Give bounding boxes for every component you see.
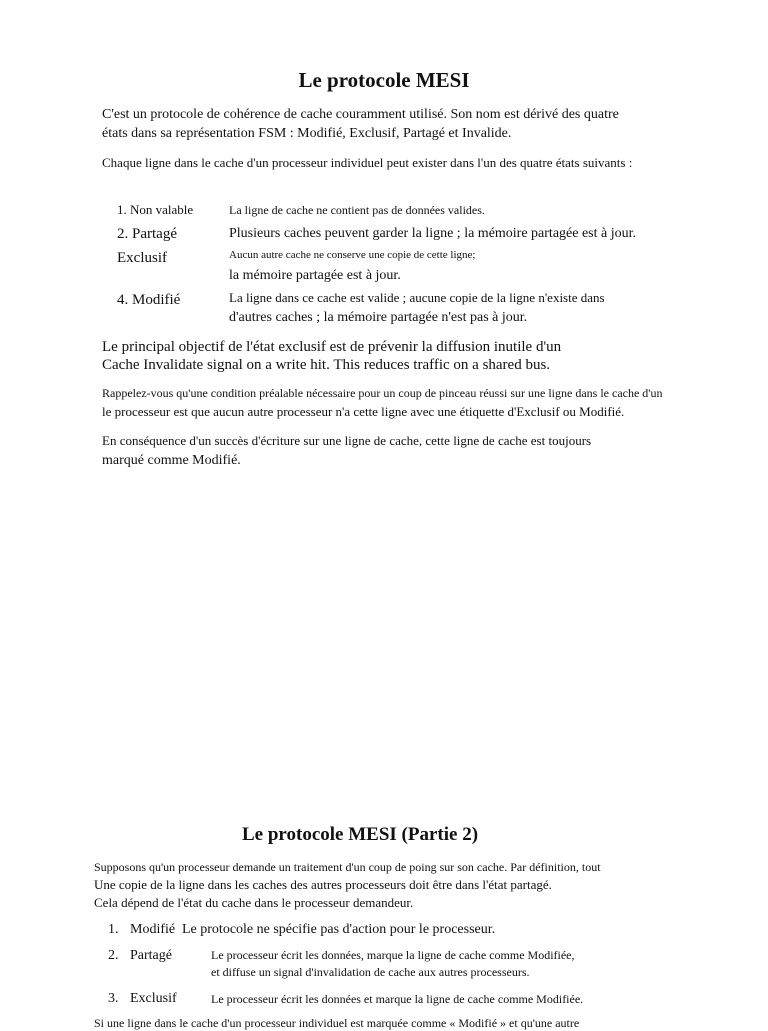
item-label-modified: Modifié (130, 922, 176, 937)
section-title: Le protocole MESI (Partie 2) (242, 824, 479, 845)
cutoff-line: Si une ligne dans le cache d'un processeur individuel est marquée comme « Modifié » et qu'une autre (94, 1016, 580, 1030)
item-desc-exclusive: Le processeur écrit les données et marque la ligne de cache comme Modifiée. (211, 992, 584, 1006)
page-title: Le protocole MESI (298, 68, 470, 92)
state-desc-invalid: La ligne de cache ne contient pas de données valides. (229, 203, 485, 217)
item-label-shared: Partagé (130, 948, 172, 963)
objective-line: Le principal objectif de l'état exclusif est de prévenir la diffusion inutile d'un (102, 339, 562, 355)
item-desc-modified: Le protocole ne spécifie pas d'action pour le processeur. (182, 922, 496, 937)
reminder-line: Rappelez-vous qu'une condition préalable nécessaire pour un coup de pinceau réussi sur une ligne dans le cache d'un (102, 386, 663, 400)
state-desc-modified-2: d'autres caches ; la mémoire partagée n'est pas à jour. (229, 310, 528, 325)
state-label-modified: 4. Modifié (117, 292, 181, 308)
intro-line: C'est un protocole de cohérence de cache couramment utilisé. Son nom est dérivé des quatre (102, 107, 619, 122)
part2-intro-line: Supposons qu'un processeur demande un traitement d'un coup de poing sur son cache. Par définition, tout (94, 860, 601, 874)
item-number: 2. (108, 948, 119, 963)
item-number: 3. (108, 991, 119, 1006)
state-label-invalid: 1. Non valable (117, 202, 194, 217)
part2-intro-line: Une copie de la ligne dans les caches des autres processeurs doit être dans l'état partagé. (94, 877, 552, 892)
objective-line: Cache Invalidate signal on a write hit. This reduces traffic on a shared bus. (102, 357, 551, 373)
state-label-shared: 2. Partagé (117, 226, 177, 242)
reminder-line: le processeur est que aucun autre processeur n'a cette ligne avec une étiquette d'Exclusif ou Modifié. (102, 404, 625, 419)
item-number: 1. (108, 922, 119, 937)
consequence-line: marqué comme Modifié. (102, 453, 241, 468)
state-label-exclusive: Exclusif (117, 250, 167, 266)
state-desc-modified: La ligne dans ce cache est valide ; aucune copie de la ligne n'existe dans (229, 290, 605, 305)
state-desc-exclusive: Aucun autre cache ne conserve une copie de cette ligne; (229, 249, 476, 261)
consequence-line: En conséquence d'un succès d'écriture sur une ligne de cache, cette ligne de cache est toujours (102, 433, 592, 448)
state-desc-exclusive-2: la mémoire partagée est à jour. (229, 268, 401, 283)
intro-line: états dans sa représentation FSM : Modifié, Exclusif, Partagé et Invalide. (102, 126, 512, 141)
part2-intro-line: Cela dépend de l'état du cache dans le processeur demandeur. (94, 895, 414, 910)
item-label-exclusive: Exclusif (130, 991, 177, 1006)
item-desc-shared-2: et diffuse un signal d'invalidation de cache aux autres processeurs. (211, 965, 530, 979)
state-desc-shared: Plusieurs caches peuvent garder la ligne ; la mémoire partagée est à jour. (229, 226, 637, 241)
item-desc-shared: Le processeur écrit les données, marque la ligne de cache comme Modifiée, (211, 948, 575, 962)
states-intro: Chaque ligne dans le cache d'un processeur individuel peut exister dans l'un des quatre états suivants : (102, 155, 633, 170)
